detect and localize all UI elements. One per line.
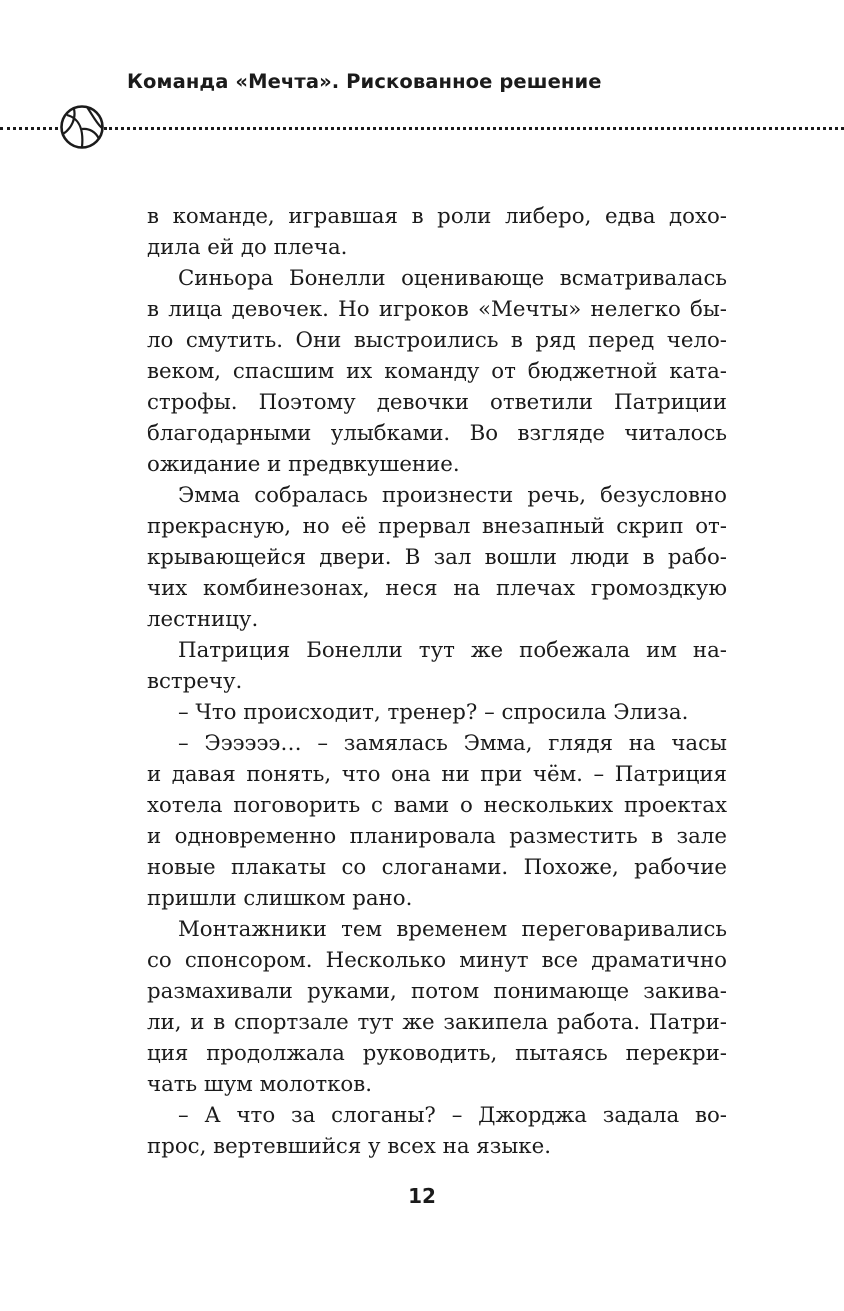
text-line: благодарными улыбками. Во взгляде читалось	[147, 421, 727, 446]
text-line: – А что за слоганы? – Джорджа задала во-	[178, 1103, 727, 1128]
text-line: новые плакаты со слоганами. Похоже, рабочие	[147, 855, 727, 880]
header-dotted-rule-left	[0, 127, 58, 130]
text-line: Синьора Бонелли оценивающе всматривалась	[178, 266, 727, 291]
text-line: хотела поговорить с вами о нескольких проектах	[147, 793, 727, 818]
text-line: дила ей до плеча.	[147, 235, 348, 260]
text-line: и одновременно планировала разместить в зале	[147, 824, 727, 849]
text-line: в лица девочек. Но игроков «Мечты» нелегко бы-	[147, 297, 727, 322]
text-line: встречу.	[147, 669, 243, 694]
text-line: чать шум молотков.	[147, 1072, 373, 1097]
text-line: ли, и в спортзале тут же закипела работа. Патри-	[147, 1010, 727, 1035]
text-line: крывающейся двери. В зал вошли люди в рабо-	[147, 545, 727, 570]
page-number: 12	[408, 1184, 436, 1208]
text-line: прекрасную, но её прервал внезапный скрип от-	[147, 514, 727, 539]
text-line: в команде, игравшая в роли либеро, едва дохо-	[147, 204, 727, 229]
body-text	[147, 201, 727, 1162]
text-line: со спонсором. Несколько минут все драматично	[147, 948, 727, 973]
text-line: строфы. Поэтому девочки ответили Патриции	[147, 390, 727, 415]
text-line: веком, спасшим их команду от бюджетной ката-	[147, 359, 727, 384]
text-line: Патриция Бонелли тут же побежала им на-	[178, 638, 727, 663]
text-line: прос, вертевшийся у всех на языке.	[147, 1134, 551, 1159]
text-line: – Что происходит, тренер? – спросила Элиза.	[178, 700, 689, 725]
running-title: Команда «Мечта». Рискованное решение	[127, 70, 602, 93]
text-line: ло смутить. Они выстроились в ряд перед чело-	[147, 328, 727, 353]
text-line: – Ээээээ… – замялась Эмма, глядя на часы	[178, 731, 727, 756]
volleyball-icon	[59, 104, 105, 150]
text-line: Монтажники тем временем переговаривались	[178, 917, 727, 942]
text-line: чих комбинезонах, неся на плечах громоздкую	[147, 576, 727, 601]
text-line: пришли слишком рано.	[147, 886, 413, 911]
text-line: и давая понять, что она ни при чём. – Патриция	[147, 762, 727, 787]
text-line: размахивали руками, потом понимающе закива-	[147, 979, 727, 1004]
text-line: ожидание и предвкушение.	[147, 452, 460, 477]
header-dotted-rule-right	[104, 127, 844, 130]
text-line: лестницу.	[147, 607, 259, 632]
text-line: Эмма собралась произнести речь, безусловно	[178, 483, 727, 508]
text-line: ция продолжала руководить, пытаясь перекри-	[147, 1041, 727, 1066]
